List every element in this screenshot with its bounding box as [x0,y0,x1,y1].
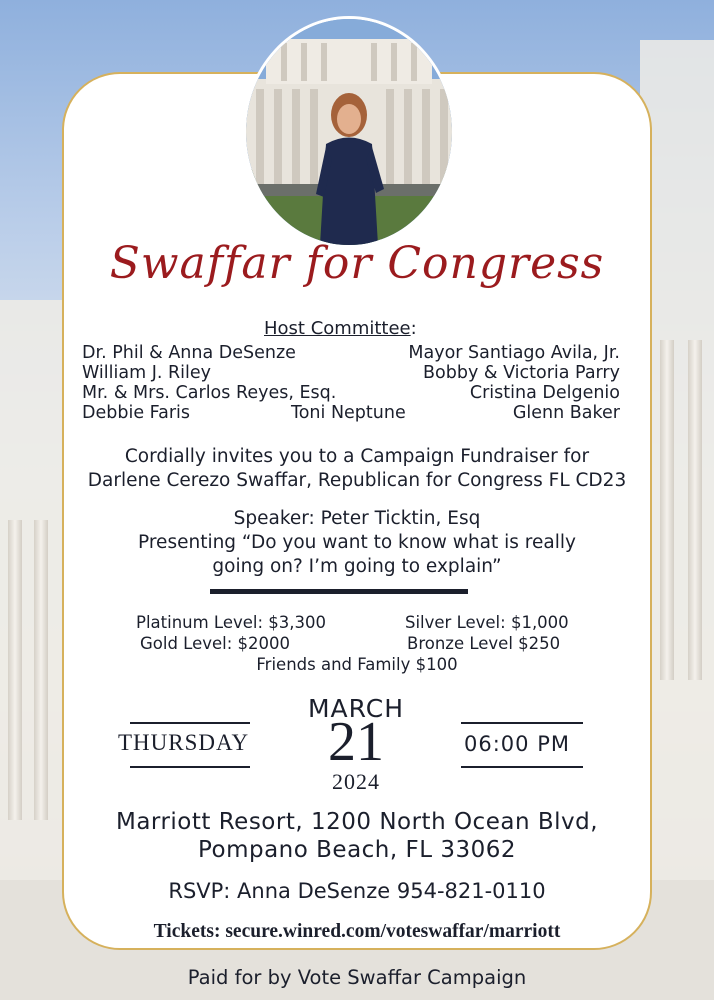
divider-bar [210,589,468,594]
host-name: Debbie Faris [82,403,191,423]
paid-for-disclaimer: Paid for by Vote Swaffar Campaign [187,966,527,989]
event-day: 21 [328,711,384,773]
speaker-line: Speaker: Peter Ticktin, Esq [233,508,481,529]
level-gold: Gold Level: $2000 [140,634,291,653]
presentation-line: going on? I’m going to explain” [212,556,502,577]
invite-line: Cordially invites you to a Campaign Fundraiser for [124,446,590,467]
event-year: 2024 [332,769,380,794]
host-name: Cristina Delgenio [469,383,620,403]
divider-line [130,766,250,768]
invite-line: Darlene Cerezo Swaffar, Republican for Congress FL CD23 [87,470,627,491]
venue-line: Marriott Resort, 1200 North Ocean Blvd, [115,809,599,835]
divider-line [130,722,250,724]
level-silver: Silver Level: $1,000 [405,613,569,632]
level-bronze: Bronze Level $250 [407,634,561,653]
divider-line [461,766,583,768]
host-name: Mayor Santiago Avila, Jr. [408,343,620,363]
rsvp-line: RSVP: Anna DeSenze 954-821-0110 [168,879,546,903]
event-month: MARCH [307,694,405,723]
level-friends: Friends and Family $100 [256,655,458,674]
host-name: Dr. Phil & Anna DeSenze [82,343,296,363]
host-name: Mr. & Mrs. Carlos Reyes, Esq. [82,383,337,403]
host-name: Glenn Baker [512,403,620,423]
divider-line [461,722,583,724]
presentation-line: Presenting “Do you want to know what is really [138,532,576,553]
candidate-photo [243,16,455,248]
host-name: William J. Riley [82,363,211,383]
host-name: Toni Neptune [291,403,406,423]
event-time: 06:00 PM [464,732,570,756]
venue-line: Pompano Beach, FL 33062 [197,837,517,863]
event-weekday: THURSDAY [118,730,250,755]
host-name: Bobby & Victoria Parry [423,363,620,383]
tickets-link[interactable]: Tickets: secure.winred.com/voteswaffar/marriott [153,921,561,942]
level-platinum: Platinum Level: $3,300 [136,613,327,632]
host-committee-heading: Host Committee: [264,318,417,339]
page-title: Swaffar for Congress [109,238,605,289]
